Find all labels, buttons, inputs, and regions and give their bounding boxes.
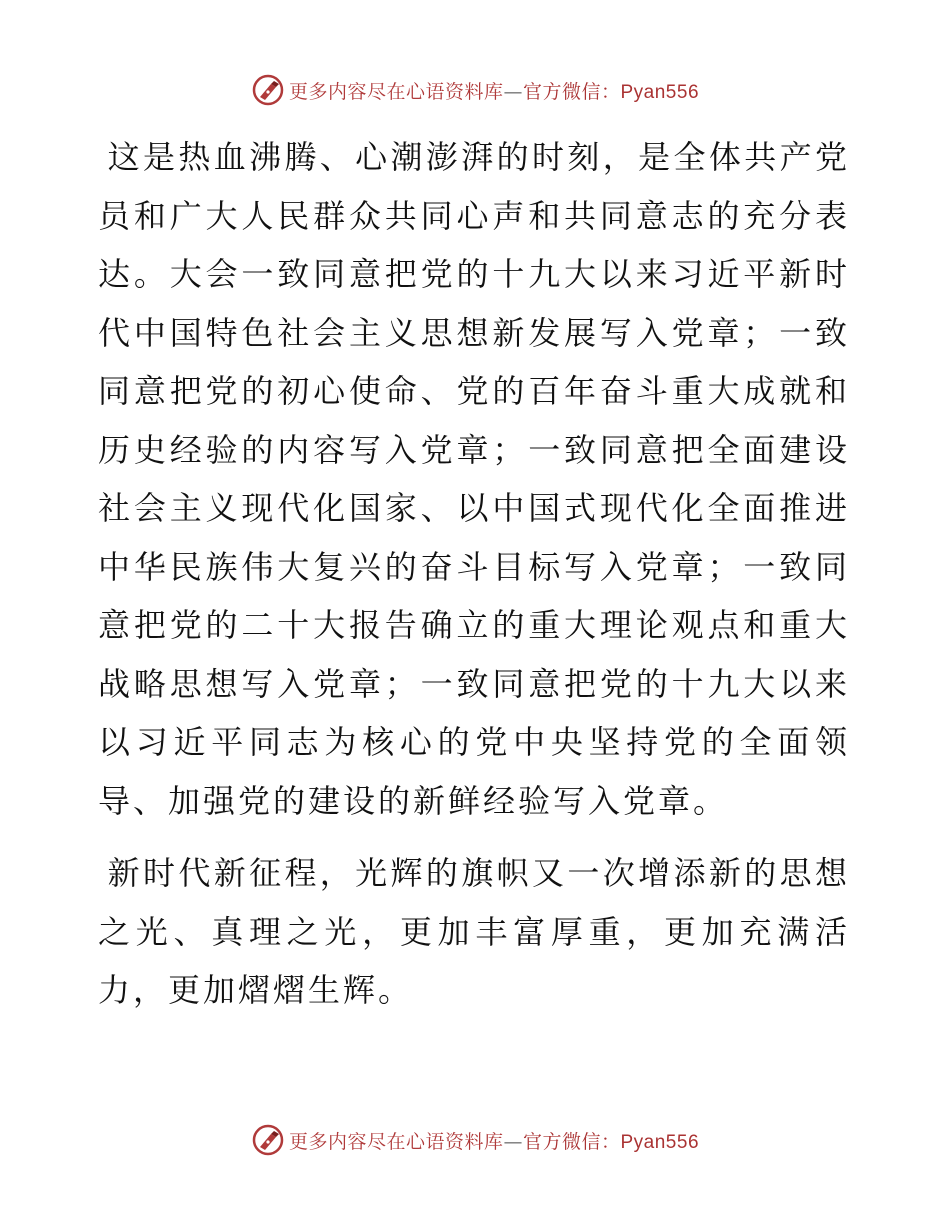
footer-banner — [0, 1120, 950, 1160]
header-banner-text — [289, 77, 699, 104]
banner-separator: — — [503, 1130, 523, 1153]
banner-wechat-label: 官方微信： — [522, 80, 621, 103]
header-banner — [0, 70, 950, 110]
paragraph-1: 这是热血沸腾、心潮澎湃的时刻，是全体共产党员和广大人民群众共同心声和共同意志的充分表达。大会一致同意把党的十九大以来习近平新时代中国特色社会主义思想新发展写入党章；一致同意把党的初心使命、党的百年奋斗重大成就和历史经验的内容写入党章；一致同意把全面建设社会主义现代化国家、以中国式现代化全面推进中华民族伟大复兴的奋斗目标写入党章；一致同意把党的二十大报告确立的重大理论观点和重大战略思想写入党章；一致同意把党的十九大以来以习近平同志为核心的党中央坚持党的全面领导、加强党的建设的新鲜经验写入党章。 — [98, 138, 850, 820]
document-body — [98, 128, 850, 1020]
paragraph-2: 新时代新征程，光辉的旗帜又一次增添新的思想之光、真理之光，更加丰富厚重，更加充满活力，更加熠熠生辉。 — [98, 854, 850, 1009]
pen-nib-logo-icon — [251, 1123, 285, 1157]
footer-banner-text — [289, 1127, 699, 1154]
pen-nib-logo-icon — [251, 73, 285, 107]
banner-slogan: 更多内容尽在心语资料库 — [288, 1130, 504, 1153]
banner-wechat-label: 官方微信： — [522, 1130, 621, 1153]
banner-separator: — — [503, 80, 523, 103]
banner-slogan: 更多内容尽在心语资料库 — [288, 80, 504, 103]
banner-wechat-id: Pyan556 — [620, 1131, 700, 1153]
banner-wechat-id: Pyan556 — [620, 81, 700, 103]
